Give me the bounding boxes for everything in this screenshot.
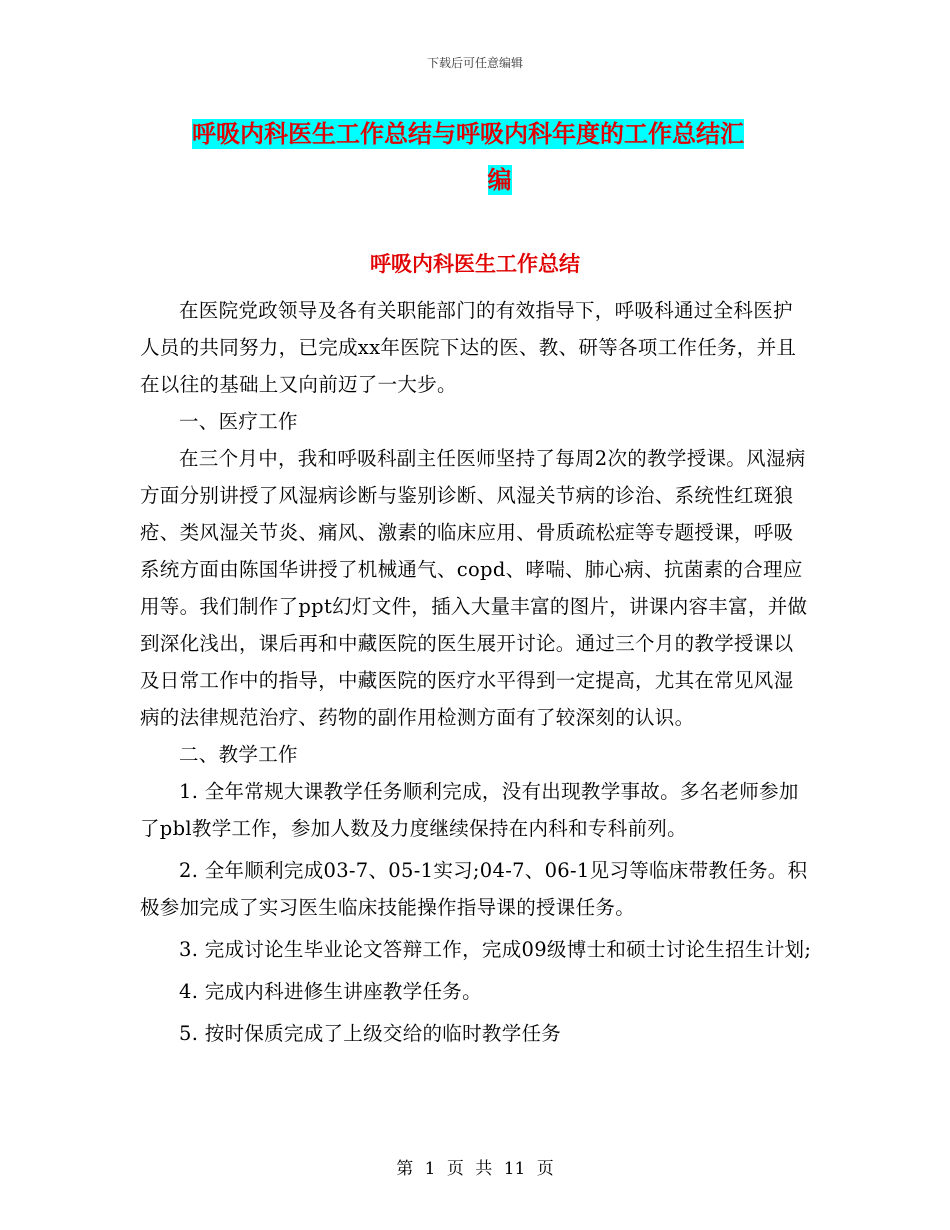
page-footer: 第 1 页 共 11 页 (396, 1159, 554, 1179)
document-title-line1: 呼吸内科医生工作总结与呼吸内科年度的工作总结汇 (192, 120, 744, 148)
intro-paragraph: 在医院党政领导及各有关职能部门的有效指导下，呼吸科通过全科医护人员的共同努力，已完成xx年医院下达的医、教、研等各项工作任务，并且在以往的基础上又向前迈了一大步。 (140, 299, 797, 396)
teaching-item-5: 5. 按时保质完成了上级交给的临时教学任务 (179, 1022, 562, 1045)
medical-work-paragraph: 在三个月中，我和呼吸科副主任医师坚持了每周2次的教学授课。风湿病方面分别讲授了风湿病诊断与鉴别诊断、风湿关节病的诊治、系统性红斑狼疮、类风湿关节炎、痛风、激素的临床应用、骨质疏松症等专题授课，呼吸系统方面由陈国华讲授了机械通气、copd、哮喘、肺心病、抗菌素的合理应用等。我们制作了ppt幻灯文件，插入大量丰富的图片，讲课内容丰富，并做到深化浅出，课后再和中藏医院的医生展开讨论。通过三个月的教学授课以及日常工作中的指导，中藏医院的医疗水平得到一定提高，尤其在常见风湿病的法律规范治疗、药物的副作用检测方面有了较深刻的认识。 (140, 447, 808, 729)
teaching-item-1: 1. 全年常规大课教学任务顺利完成，没有出现教学事故。多名老师参加了pbl教学工作，参加人数及力度继续保持在内科和专科前列。 (140, 780, 799, 840)
heading-teaching-work: 二、教学工作 (179, 743, 298, 766)
heading-medical-work: 一、医疗工作 (179, 410, 298, 433)
document-title-line2: 编 (487, 166, 512, 194)
document-title (192, 112, 807, 202)
teaching-item-2: 2. 全年顺利完成03-7、05-1实习;04-7、06-1见习等临床带教任务。积极参加完成了实习医生临床技能操作指导课的授课任务。 (140, 859, 808, 919)
page-header-note: 下载后可任意编辑 (426, 56, 523, 70)
section-title: 呼吸内科医生工作总结 (370, 252, 580, 276)
teaching-item-4: 4. 完成内科进修生讲座教学任务。 (179, 980, 482, 1003)
teaching-item-3: 3. 完成讨论生毕业论文答辩工作，完成09级博士和硕士讨论生招生计划; (179, 938, 812, 961)
document-body (140, 292, 812, 1057)
